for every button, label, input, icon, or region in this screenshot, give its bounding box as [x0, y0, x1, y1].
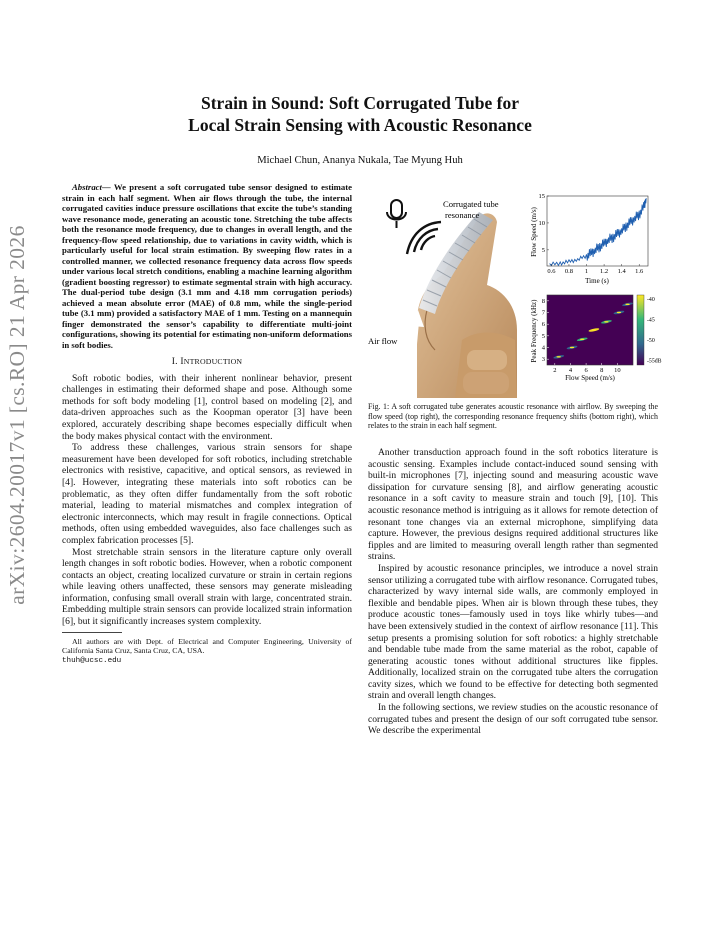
chart2-ytick-label: 3: [541, 356, 545, 364]
right-column: [368, 447, 658, 737]
right-paragraph-3: In the following sections, we review studies on the acoustic resonance of corrugated tubes and present the design of our soft corrugated tube sensor. We describe the experimental: [368, 702, 658, 737]
colorbar-tick-label: -45: [647, 317, 655, 324]
colorbar-tick-label: -40: [647, 297, 655, 303]
heatmap-band-core: [580, 339, 584, 340]
chart2-xtick-label: 2: [553, 367, 557, 374]
label-tube: Corrugated tube: [443, 199, 499, 209]
figure-1-caption: Fig. 1: A soft corrugated tube generates acoustic resonance with airflow. By sweeping the flow speed (top right), the corresponding resonance frequency shifts (bottom right), which relates to the strain in each half segment.: [368, 402, 658, 431]
chart2-xtick-label: 8: [600, 367, 604, 374]
label-air-flow: Air flow: [368, 336, 398, 346]
chart2-xlabel: Flow Speed (m/s): [565, 374, 615, 382]
chart2-ytick-label: 8: [541, 297, 545, 305]
chart2-ytick-label: 6: [541, 321, 545, 329]
abstract-label: Abstract: [72, 182, 102, 192]
label-resonance: resonance: [445, 210, 480, 220]
colorbar: [637, 295, 644, 365]
microphone-icon: [387, 200, 406, 228]
right-paragraph-1: Another transduction approach found in the soft robotics literature is acoustic sensing. Examples include contact-induced sound sensing with built-in microphones [7], injecting sound and measuring acoustic wave dissipation for curvature sensing [8], and airflow generating acoustic resonance in a soft cavity to measure strain and touch [9], [10]. This acoustic resonance method is intriguing as it allows for remote detection of resonant tone changes via an external microphone, simplifying data capture. However, the previous designs required additional structures like fipples and are limited to measuring overall length rather than segmented strains.: [368, 447, 658, 563]
heatmap-band-core: [604, 321, 608, 322]
heatmap-band-core: [617, 312, 621, 313]
section-heading-introduction: I. INTRODUCTION: [171, 356, 243, 367]
flow-speed-chart: [530, 193, 648, 285]
left-column: [62, 182, 352, 667]
chart1-xtick-label: 1: [584, 268, 589, 275]
figure-1-graphic: [367, 190, 662, 398]
heatmap-band-core: [570, 347, 574, 348]
heatmap-band-core: [592, 329, 596, 330]
heatmap-band-core: [625, 304, 629, 305]
chart2-xtick-label: 10: [614, 367, 621, 374]
chart1-xlabel: Time (s): [585, 277, 609, 285]
chart1-xtick-label: 1.2: [600, 268, 609, 275]
sound-waves-icon: [407, 222, 441, 254]
chart2-ylabel: Peak Frequency (kHz): [530, 299, 538, 363]
footnote: All authors are with Dept. of Electrical and Computer Engineering, University of California Santa Cruz, Santa Cruz, CA, USA. thuh@ucsc.edu: [62, 636, 352, 666]
chart2-ytick-label: 5: [541, 332, 545, 340]
heatmap-band-core: [557, 356, 561, 357]
right-paragraph-2: Inspired by acoustic resonance principles, we introduce a novel strain sensor utilizing a corrugated tube with airflow resonance. Corrugated tubes, characterized by wavy internal side walls, are commonly employed in flexible and bendable pipes. When air is blown through these tubes, they produce acoustic tones—famously used in toys like whirly tubes—and have been extensively studied in the context of airflow resonance [11]. This setup presents a promising solution for soft robotics: a highly stretchable and bendable tube made from the same material as the robot, capable of generating acoustic tones without additional structures like fipples. Additionally, localized strain on the corrugated tube alters the corrugation cavity sizes, which we found to be effective for detecting both segmented strain and overall length changes.: [368, 562, 658, 702]
chart1-ylabel: Flow Speed (m/s): [530, 207, 538, 257]
arxiv-identifier: arXiv:2604.20017v1 [cs.RO] 21 Apr 2026: [5, 225, 29, 605]
intro-paragraph-3: Most stretchable strain sensors in the literature capture only overall length changes in soft robotic bodies. However, when a robotic component contacts an object, creating localized curvature or strain in certain regions while leaving others unaffected, these sensors may generate misleading information, confusing small overall strain with large, concentrated strain. Embedding multiple strain sensors can provide localized strain information [6], but it significantly increases system complexity.: [62, 546, 352, 628]
paper-title: [80, 92, 640, 136]
footnote-rule: [62, 632, 122, 633]
title-line-1: Strain in Sound: Soft Corrugated Tube for: [201, 93, 519, 113]
abstract-text: We present a soft corrugated tube sensor designed to estimate strain in each half segment. When air flows through the tube, the internal corrugated cavities induce pressure oscillations that excite the tube’s standing wave resonance mode, generating an acoustic tone. Stretching the tube affects both the resonance mode frequency, due to changes in overall length, and the frequency-flow speed relationship, due to variations in cavity width, which is particularly useful for local strain estimation. By sweeping flow rates in a controlled manner, we collected resonance frequency data across flow speeds under various local stretch conditions, enabling a machine learning algorithm (gradient boosting regressor) to estimate segmental strain with high accuracy. The dual-period tube design (3.1 mm and 4.18 mm corrugation periods) achieved a mean absolute error (MAE) of 0.8 mm, while the single-period tube (3.1 mm) provided a satisfactory MAE of 1 mm. Testing on a mannequin finger demonstrated the sensor’s capability to differentiate multi-joint configurations, showing its potential for estimating non-uniform deformations in soft bodies.: [62, 182, 353, 350]
chart1-ytick-label: 10: [538, 219, 545, 227]
abstract: Abstract— We present a soft corrugated tube sensor designed to estimate strain in each half segment. When air flows through the tube, the internal corrugated cavities induce pressure oscillations that excite the tube’s standing wave resonance mode, generating an acoustic tone. Stretching the tube affects both the resonance mode frequency, due to changes in overall length, and the frequency-flow speed relationship, due to variations in cavity width, which is particularly useful for local strain estimation. By sweeping flow rates in a controlled manner, we collected resonance frequency data across flow speeds under various local stretch conditions, enabling a machine learning algorithm (gradient boosting regressor) to estimate segmental strain with high accuracy. The dual-period tube design (3.1 mm and 4.18 mm corrugation periods) achieved a mean absolute error (MAE) of 0.8 mm, while the single-period tube (3.1 mm) provided a satisfactory MAE of 1 mm. Testing on a mannequin finger demonstrated the sensor’s capability to differentiate multi-joint configurations, showing its potential for estimating non-uniform deformations in soft bodies.: [62, 182, 353, 350]
contact-email: thuh@ucsc.edu: [62, 657, 122, 666]
intro-paragraph-2: To address these challenges, various strain sensors for shape measurement have been developed for soft robotics, including stretchable electronics with resistive, capacitive, and optical sensors, as reviewed in [4]. However, integrating these materials into soft robotics can be problematic, as they often differ fundamentally from the soft robotic material, leading to material mismatches and complex integration of electronic interconnects, which may result in fragile connections. Optical methods, often using embedded waveguides, also face challenges such as complex fabrication processes [5].: [62, 442, 352, 546]
figure-1: [367, 190, 662, 398]
colorbar-tick-label: -55dB: [647, 358, 662, 365]
intro-paragraph-1: Soft robotic bodies, with their inherent nonlinear behavior, present challenges in estimating their deformed shape and pose. Although some methods for soft body modeling [1], control based on modeling [2], and data-driven approaches such as the Koopman operator [3] have been explored, accurately describing shape becomes especially difficult when the body makes physical contact with the environment.: [62, 372, 352, 442]
chart2-ytick-label: 4: [541, 344, 545, 352]
title-line-2: Local Strain Sensing with Acoustic Resonance: [188, 115, 532, 135]
chart1-ytick-label: 15: [538, 193, 545, 200]
peak-frequency-heatmap: [530, 295, 662, 382]
chart1-xtick-label: 0.8: [564, 268, 574, 275]
author-list: Michael Chun, Ananya Nukala, Tae Myung Huh: [257, 155, 463, 166]
chart1-xtick-label: 1.6: [635, 268, 644, 275]
chart1-frame: [547, 196, 648, 266]
chart1-xtick-label: 1.4: [617, 268, 626, 275]
chart2-xtick-label: 6: [584, 367, 588, 374]
chart2-xtick-label: 4: [568, 367, 573, 374]
chart1-xtick-label: 0.6: [547, 268, 556, 275]
chart2-ytick-label: 7: [541, 309, 545, 317]
chart1-ytick-label: 5: [541, 246, 545, 254]
colorbar-tick-label: -50: [647, 338, 655, 344]
